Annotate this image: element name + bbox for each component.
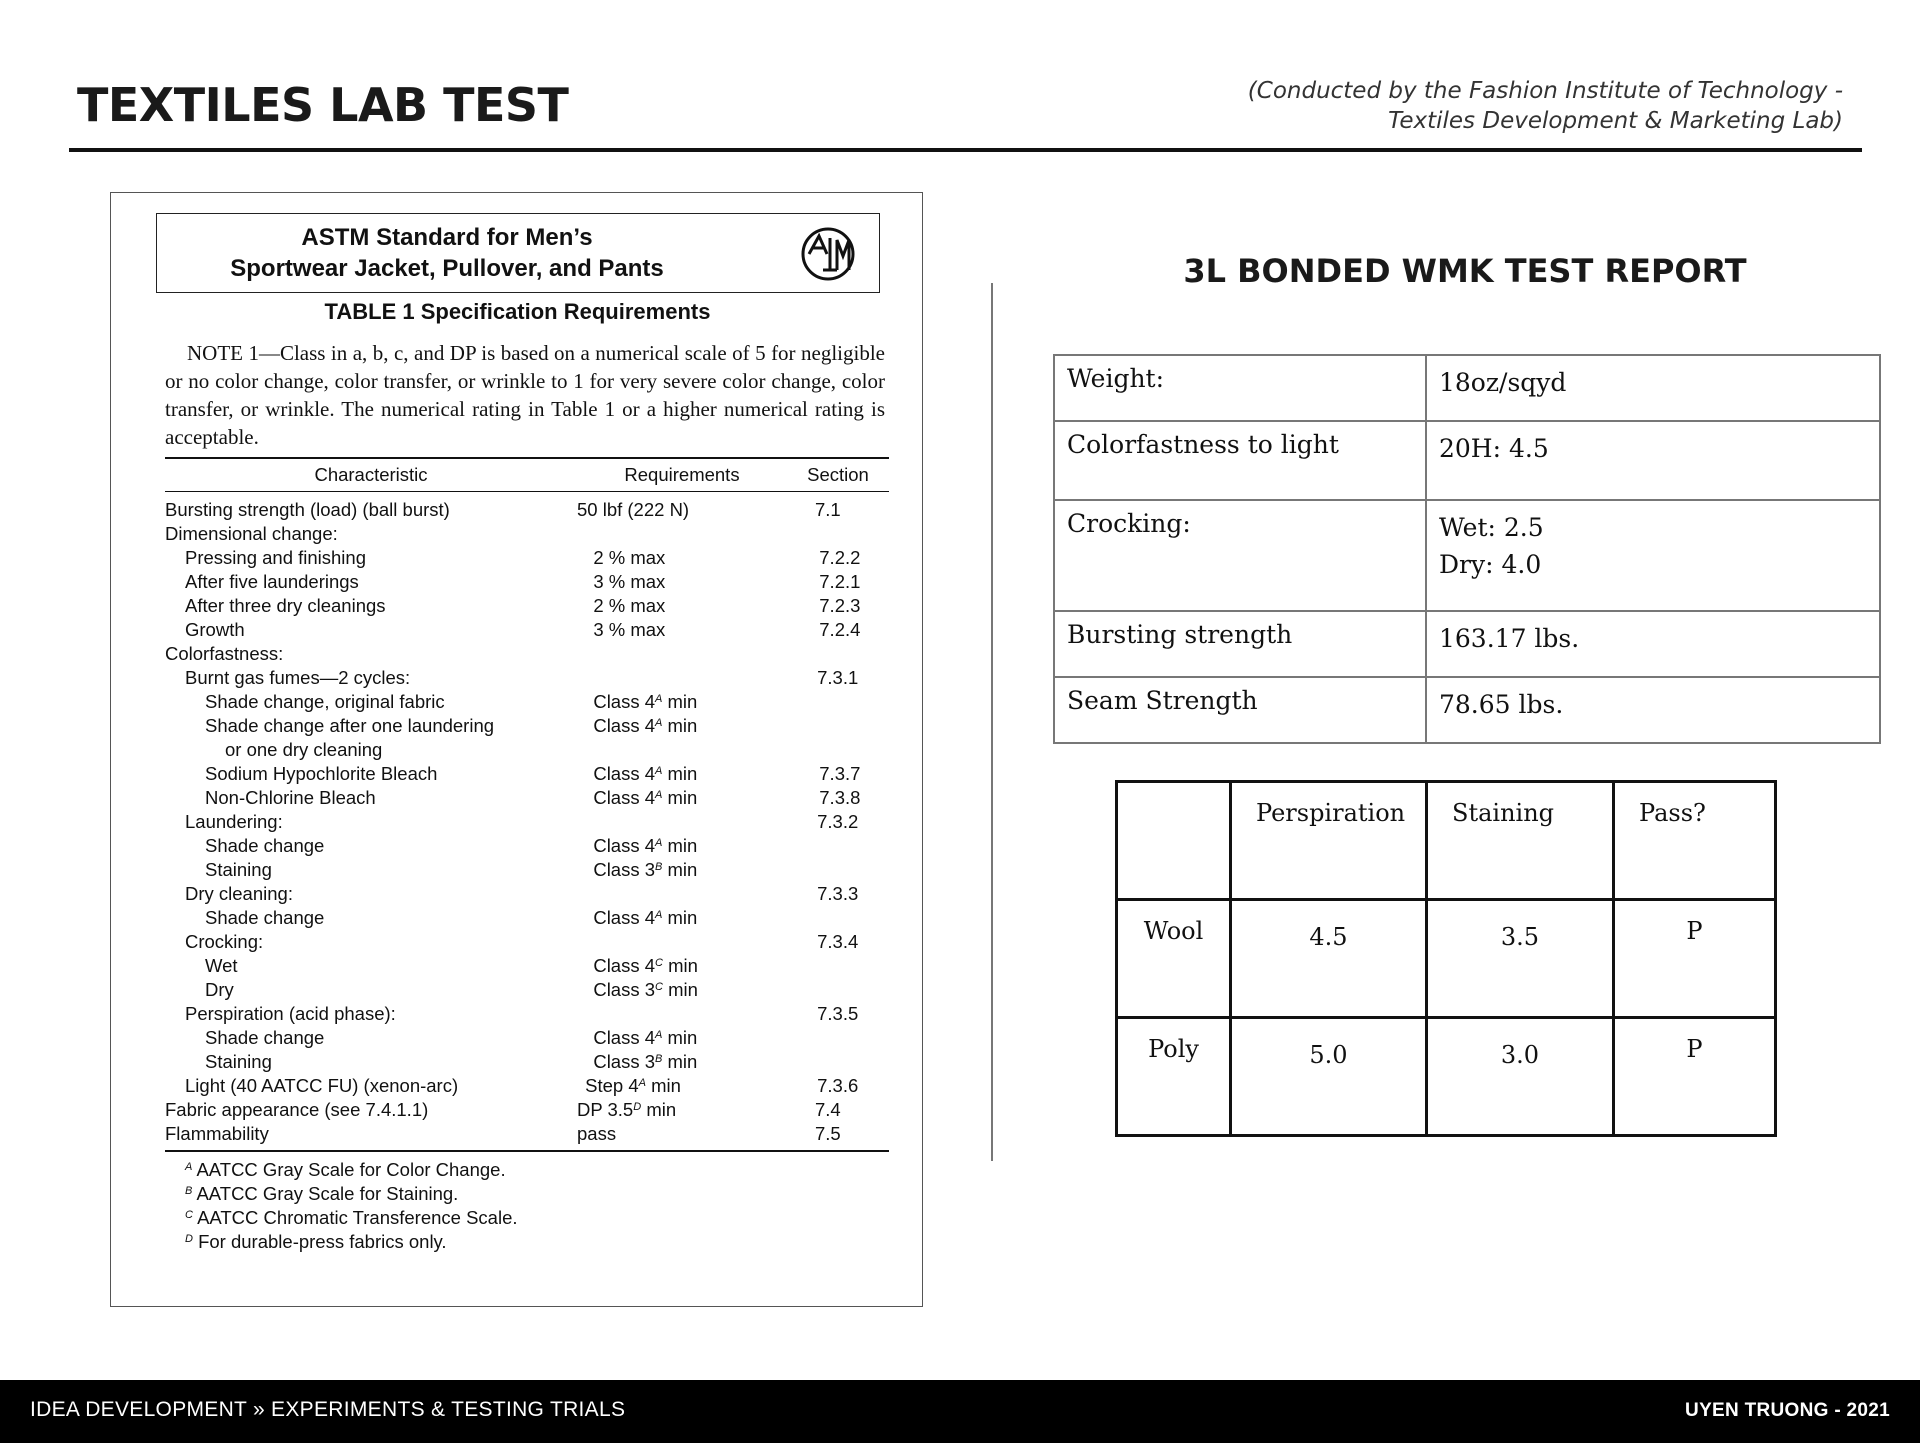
requirement-cell: [573, 571, 791, 593]
table-row: [165, 1026, 889, 1050]
requirement-text: Class 4: [593, 787, 656, 808]
requirement-suffix: min: [662, 691, 698, 712]
credit-line-1: (Conducted by the Fashion Institute of Technology -: [1247, 78, 1843, 104]
footnote-mark: A: [638, 1077, 646, 1089]
perspiration-value: 4.5: [1231, 900, 1427, 1018]
requirement-text: Class 4: [593, 763, 656, 784]
table-row: [165, 1074, 889, 1098]
table-row: [165, 834, 889, 858]
spec-footnotes: [165, 1158, 889, 1254]
characteristic-cell: Shade change, original fabric: [205, 691, 445, 712]
page-title: TEXTILES LAB TEST: [77, 78, 569, 132]
characteristic-cell: Pressing and finishing: [185, 547, 366, 568]
table-row: [165, 642, 889, 666]
footnote-text: AATCC Gray Scale for Staining.: [196, 1183, 459, 1204]
requirement-text: 3 % max: [593, 619, 666, 640]
section-cell: 7.3.2: [817, 811, 859, 832]
report-value: [1426, 500, 1880, 611]
requirement-suffix: min: [662, 907, 698, 928]
footnote-mark: A: [185, 1161, 193, 1173]
section-cell: 7.2.2: [819, 547, 861, 568]
footer-bar: [0, 1380, 1920, 1443]
requirement-text: 2 % max: [593, 547, 666, 568]
requirement-suffix: min: [662, 787, 698, 808]
characteristic-cell: Staining: [205, 1051, 272, 1072]
section-cell: 7.5: [815, 1123, 841, 1144]
spec-table-header: [165, 457, 889, 492]
requirement-suffix: min: [662, 1027, 698, 1048]
footnote-mark: D: [185, 1233, 193, 1245]
table-row: [165, 906, 889, 930]
requirement-text: Class 4: [593, 691, 656, 712]
table-row: [165, 498, 889, 522]
characteristic-cell: Crocking:: [185, 931, 264, 952]
table-row: [1117, 782, 1776, 900]
report-value-text: Dry: 4.0: [1439, 550, 1542, 579]
report-label: Colorfastness to light: [1054, 421, 1426, 500]
footnote-mark: B: [185, 1185, 193, 1197]
requirement-text: Class 4: [593, 715, 656, 736]
vertical-divider: [991, 283, 993, 1161]
requirement-cell: [593, 859, 791, 881]
staining-value: 3.5: [1427, 900, 1614, 1018]
table-row: [165, 570, 889, 594]
requirement-text: Class 3: [593, 1051, 656, 1072]
requirement-text: 3 % max: [593, 571, 666, 592]
requirement-cell: [573, 547, 791, 569]
astm-header-box: [156, 213, 880, 293]
characteristic-cell: Shade change: [205, 907, 325, 928]
footnote: [185, 1230, 889, 1254]
requirement-text: Class 4: [593, 835, 656, 856]
characteristic-cell: or one dry cleaning: [225, 739, 383, 760]
section-cell: 7.3.6: [817, 1075, 859, 1096]
footnote-mark: A: [655, 693, 663, 705]
requirement-cell: [577, 499, 787, 521]
report-value-text: 78.65 lbs.: [1439, 690, 1564, 719]
section-cell: 7.1: [815, 499, 841, 520]
table-row: [165, 858, 889, 882]
column-header-fiber: [1117, 782, 1231, 900]
report-value-text: 163.17 lbs.: [1439, 624, 1580, 653]
footnote-mark: A: [655, 1029, 663, 1041]
requirement-cell: [593, 907, 791, 929]
characteristic-cell: Laundering:: [185, 811, 283, 832]
footnote-text: For durable-press fabrics only.: [198, 1231, 447, 1252]
requirement-text: Class 4: [593, 907, 656, 928]
requirement-suffix: min: [646, 1075, 681, 1096]
footnote-mark: C: [655, 957, 663, 969]
footnote-mark: D: [633, 1101, 642, 1113]
characteristic-cell: Non-Chlorine Bleach: [205, 787, 376, 808]
requirement-suffix: min: [662, 763, 698, 784]
table-row: [165, 522, 889, 546]
report-value-text: 18oz/sqyd: [1439, 368, 1567, 397]
requirement-text: Class 3: [593, 859, 656, 880]
requirement-suffix: min: [662, 1051, 698, 1072]
requirement-suffix: min: [641, 1099, 677, 1120]
table-row: [1054, 355, 1880, 421]
requirement-suffix: min: [662, 715, 698, 736]
table-row: [1054, 677, 1880, 743]
characteristic-cell: Dry: [205, 979, 234, 1000]
column-header-perspiration: Perspiration: [1231, 782, 1427, 900]
column-header-section: Section: [807, 464, 869, 485]
requirement-cell: [593, 787, 791, 809]
perspiration-value: 5.0: [1231, 1018, 1427, 1136]
table-row: [165, 738, 889, 762]
table-row: [1054, 500, 1880, 611]
column-header-pass: Pass?: [1614, 782, 1776, 900]
report-value-text: Wet: 2.5: [1439, 513, 1544, 542]
requirement-text: 2 % max: [593, 595, 666, 616]
requirement-text: 50 lbf (222 N): [577, 499, 690, 520]
section-cell: 7.3.7: [819, 763, 861, 784]
footer-author: UYEN TRUONG - 2021: [1685, 1400, 1890, 1421]
specification-table: [165, 457, 889, 1254]
header-divider: [69, 148, 1862, 152]
requirement-suffix: min: [662, 979, 698, 1000]
table-row: [165, 690, 889, 714]
pass-value: P: [1614, 1018, 1776, 1136]
requirement-cell: [585, 1075, 789, 1097]
footnote-mark: C: [185, 1209, 193, 1221]
lab-credit: [1248, 76, 1843, 136]
requirement-suffix: min: [662, 955, 698, 976]
credit-line-2: Textiles Development & Marketing Lab): [1388, 108, 1843, 134]
requirement-cell: [593, 763, 791, 785]
table-row: [165, 546, 889, 570]
table-row: [1054, 421, 1880, 500]
footnote-mark: B: [655, 861, 663, 873]
characteristic-cell: After five launderings: [185, 571, 359, 592]
report-value: [1426, 611, 1880, 677]
footnote-mark: A: [655, 837, 663, 849]
footnote-mark: B: [655, 1053, 663, 1065]
footnote-mark: A: [655, 765, 663, 777]
report-value: [1426, 677, 1880, 743]
column-header-characteristic: Characteristic: [314, 464, 428, 485]
characteristic-cell: Flammability: [165, 1123, 269, 1144]
report-value: [1426, 421, 1880, 500]
footnote: [185, 1182, 889, 1206]
astm-standard-panel: [110, 192, 923, 1307]
section-cell: 7.3.1: [817, 667, 859, 688]
characteristic-cell: Shade change after one laundering: [205, 715, 495, 736]
astm-title: [157, 222, 737, 284]
table-row: [165, 810, 889, 834]
characteristic-cell: Colorfastness:: [165, 643, 284, 664]
pass-value: P: [1614, 900, 1776, 1018]
astm-logo-icon: [797, 226, 859, 282]
table-row: [165, 762, 889, 786]
requirement-cell: [593, 691, 791, 713]
characteristic-cell: Sodium Hypochlorite Bleach: [205, 763, 438, 784]
requirement-cell: [573, 595, 791, 617]
footnote-mark: A: [655, 717, 663, 729]
table-row: [1117, 900, 1776, 1018]
characteristic-cell: Shade change: [205, 835, 325, 856]
requirement-text: Step 4: [585, 1075, 639, 1096]
fiber-name: Wool: [1117, 900, 1231, 1018]
section-cell: 7.2.3: [819, 595, 861, 616]
characteristic-cell: Light (40 AATCC FU) (xenon-arc): [185, 1075, 459, 1096]
section-cell: 7.3.4: [817, 931, 859, 952]
section-cell: 7.2.1: [819, 571, 861, 592]
requirement-cell: [577, 1099, 787, 1121]
astm-title-line-1: ASTM Standard for Men’s: [301, 224, 593, 251]
footnote: [185, 1206, 889, 1230]
table-row: [165, 930, 889, 954]
table-row: [165, 594, 889, 618]
footnote: [185, 1158, 889, 1182]
table-row: [1117, 1018, 1776, 1136]
table-row: [165, 954, 889, 978]
requirement-cell: [573, 619, 791, 641]
section-cell: 7.3.5: [817, 1003, 859, 1024]
requirement-text: Class 3: [593, 979, 656, 1000]
requirement-text: Class 4: [593, 955, 656, 976]
staining-value: 3.0: [1427, 1018, 1614, 1136]
column-header-staining: Staining: [1427, 782, 1614, 900]
characteristic-cell: Fabric appearance (see 7.4.1.1): [165, 1099, 429, 1120]
characteristic-cell: Staining: [205, 859, 272, 880]
table-row: [165, 882, 889, 906]
table-row: [165, 618, 889, 642]
requirement-text: pass: [577, 1123, 617, 1144]
characteristic-cell: Burnt gas fumes—2 cycles:: [185, 667, 411, 688]
table-row: [1054, 611, 1880, 677]
astm-title-line-2: Sportwear Jacket, Pullover, and Pants: [230, 255, 664, 282]
report-value: [1426, 355, 1880, 421]
requirement-suffix: min: [662, 835, 698, 856]
report-label: Weight:: [1054, 355, 1426, 421]
table-row: [165, 786, 889, 810]
report-label: Seam Strength: [1054, 677, 1426, 743]
footnote-mark: A: [655, 909, 663, 921]
table-row: [165, 978, 889, 1002]
section-cell: 7.3.8: [819, 787, 861, 808]
table-row: [165, 714, 889, 738]
report-label: Crocking:: [1054, 500, 1426, 611]
requirement-suffix: min: [662, 859, 698, 880]
footnote-mark: C: [655, 981, 663, 993]
characteristic-cell: Growth: [185, 619, 245, 640]
requirement-cell: [593, 835, 791, 857]
table-row: [165, 1122, 889, 1146]
footnote-text: AATCC Chromatic Transference Scale.: [197, 1207, 518, 1228]
test-report-table: [1053, 354, 1881, 744]
astm-note: NOTE 1—Class in a, b, c, and DP is based on a numerical scale of 5 for negligible or no color change, color transfer, or wrinkle to 1 for very severe color change, color transfer, or wrinkle. The numerical rating in Table 1 or a higher numerical rating is acceptable.: [165, 341, 885, 449]
table-row: [165, 666, 889, 690]
characteristic-cell: After three dry cleanings: [185, 595, 386, 616]
table-row: [165, 1050, 889, 1074]
requirement-cell: [593, 1027, 791, 1049]
characteristic-cell: Dry cleaning:: [185, 883, 293, 904]
section-cell: 7.3.3: [817, 883, 859, 904]
spec-table-body: [165, 492, 889, 1152]
requirement-cell: [593, 1051, 791, 1073]
fiber-results-table: [1115, 780, 1777, 1137]
requirement-text: DP 3.5: [577, 1099, 634, 1120]
characteristic-cell: Bursting strength (load) (ball burst): [165, 499, 450, 520]
footer-section-label: IDEA DEVELOPMENT » EXPERIMENTS & TESTING TRIALS: [30, 1398, 626, 1421]
requirement-cell: [577, 1123, 787, 1145]
footnote-text: AATCC Gray Scale for Color Change.: [196, 1159, 506, 1180]
requirement-cell: [593, 955, 791, 977]
fiber-name: Poly: [1117, 1018, 1231, 1136]
characteristic-cell: Perspiration (acid phase):: [185, 1003, 396, 1024]
table-caption: TABLE 1 Specification Requirements: [324, 299, 711, 324]
footnote-mark: A: [655, 789, 663, 801]
characteristic-cell: Shade change: [205, 1027, 325, 1048]
report-value-text: 20H: 4.5: [1439, 434, 1549, 463]
report-title: 3L BONDED WMK TEST REPORT: [1183, 252, 1747, 290]
requirement-text: Class 4: [593, 1027, 656, 1048]
requirement-cell: [593, 715, 791, 737]
characteristic-cell: Wet: [205, 955, 238, 976]
section-cell: 7.4: [815, 1099, 841, 1120]
section-cell: 7.2.4: [819, 619, 861, 640]
report-label: Bursting strength: [1054, 611, 1426, 677]
table-row: [165, 1098, 889, 1122]
characteristic-cell: Dimensional change:: [165, 523, 338, 544]
table-row: [165, 1002, 889, 1026]
requirement-cell: [593, 979, 791, 1001]
column-header-requirements: Requirements: [624, 464, 740, 485]
